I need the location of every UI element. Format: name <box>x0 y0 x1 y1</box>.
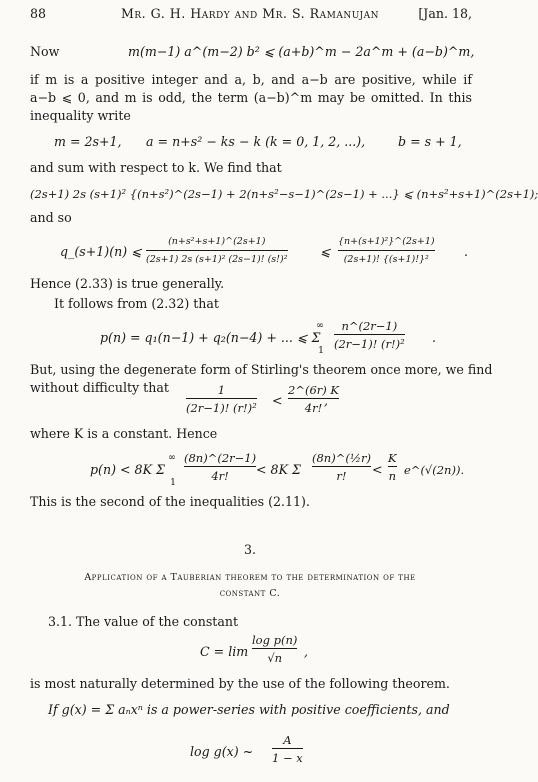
equation-c-end: , <box>304 644 309 659</box>
fraction-q-2-denominator: (2s+1)! {(s+1)!}² <box>338 250 435 268</box>
section-title-line-1: Application of a Tauberian theorem to the determination of the <box>84 572 416 583</box>
equation-hence-c: < <box>372 462 383 477</box>
equation-sum: (2s+1) 2s (s+1)² {(n+s²)^(2s−1) + 2(n+s²−s−1)^(2s−1) + ...} ⩽ (n+s²+s+1)^(2s+1); <box>30 187 538 201</box>
equation-sub-b: b = s + 1, <box>398 134 462 149</box>
paragraph-4: Hence (2.33) is true generally. <box>30 276 225 291</box>
fraction-q-2 <box>338 234 435 268</box>
fraction-p-numerator: n^(2r−1) <box>341 319 398 333</box>
fraction-g <box>272 732 303 766</box>
fraction-hence-2-denominator: r! <box>312 466 371 484</box>
fraction-p <box>334 318 405 352</box>
paragraph-6-line-2: without difficulty that <box>30 380 169 395</box>
equation-hence-sum-upper: ∞ <box>168 452 176 463</box>
equation-p-end: . <box>432 330 437 345</box>
fraction-q-1-denominator: (2s+1) 2s (s+1)² (2s−1)! (s!)² <box>146 250 288 268</box>
equation-now: m(m−1) a^(m−2) b² ⩽ (a+b)^m − 2a^m + (a−b)^m, <box>128 44 475 59</box>
paragraph-8: This is the second of the inequalities (2.11). <box>30 494 310 509</box>
equation-hence-b: < 8K Σ <box>256 462 301 477</box>
fraction-hence-1-denominator: 4r! <box>184 466 256 484</box>
equation-p-sum-upper: ∞ <box>316 320 324 331</box>
equation-q-end: . <box>464 244 469 259</box>
fraction-hence-3-denominator: n <box>388 466 397 484</box>
fraction-stirling-right-denominator: 4r! <box>288 398 339 416</box>
fraction-hence-3 <box>388 450 397 484</box>
paragraph-3: and so <box>30 210 72 225</box>
fraction-stirling-left-numerator: 1 <box>217 383 226 397</box>
paragraph-9: 3.1. The value of the constant <box>48 614 239 629</box>
equation-p-lhs: p(n) = q₁(n−1) + q₂(n−4) + ... ⩽ Σ <box>100 330 321 345</box>
fraction-hence-1 <box>184 450 256 484</box>
fraction-hence-2-numerator: (8n)^(½r) <box>312 451 371 465</box>
paragraph-1-line-2: a−b ⩽ 0, and m is odd, the term (a−b)^m may be omitted. In this <box>30 90 472 105</box>
equation-stirling-relation: < <box>272 393 283 408</box>
fraction-hence-3-numerator: K <box>388 451 397 465</box>
fraction-c-denominator: √n <box>252 648 297 666</box>
now-lead: Now <box>30 44 60 59</box>
paragraph-1-line-3: inequality write <box>30 108 131 123</box>
fraction-p-denominator: (2r−1)! (r!)² <box>334 334 405 352</box>
fraction-c <box>252 632 297 666</box>
equation-hence-a: p(n) < 8K Σ <box>90 462 165 477</box>
equation-hence-sum-lower: 1 <box>170 477 177 488</box>
paragraph-6-line-1: But, using the degenerate form of Stirling's theorem once more, we find <box>30 362 493 377</box>
section-title-line-2: constant C. <box>219 588 281 599</box>
fraction-q-1-numerator: (n+s²+s+1)^(2s+1) <box>168 236 266 247</box>
fraction-hence-1-numerator: (8n)^(2r−1) <box>184 451 257 465</box>
equation-q-lhs: q_(s+1)(n) ⩽ <box>60 244 142 259</box>
paragraph-1-line-1: if m is a positive integer and a, b, and a−b are positive, while if <box>30 72 472 87</box>
header-date: [Jan. 18, <box>418 6 472 21</box>
equation-sub-m: m = 2s+1, <box>54 134 122 149</box>
equation-sub-a: a = n+s² − ks − k (k = 0, 1, 2, ...), <box>146 134 366 149</box>
fraction-q-1 <box>146 234 288 268</box>
running-title: Mr. G. H. Hardy and Mr. S. Ramanujan <box>120 6 380 21</box>
fraction-stirling-right-numerator: 2^(6r) K <box>288 383 339 397</box>
equation-q-mid: ⩽ <box>320 244 331 259</box>
paragraph-5: It follows from (2.32) that <box>54 296 219 311</box>
equation-g-lhs: log g(x) ~ <box>190 744 254 759</box>
equation-hence-d: e^(√(2n)). <box>404 463 465 477</box>
fraction-c-numerator: log p(n) <box>252 633 298 647</box>
equation-p-sum-lower: 1 <box>318 345 325 356</box>
paragraph-11: If g(x) = Σ aₙxⁿ is a power-series with positive coefficients, and <box>48 702 450 717</box>
fraction-hence-2 <box>312 450 371 484</box>
paragraph-2: and sum with respect to k. We find that <box>30 160 282 175</box>
equation-c-lhs: C = lim <box>200 644 249 659</box>
fraction-stirling-left <box>186 382 257 416</box>
paragraph-7: where K is a constant. Hence <box>30 426 218 441</box>
paragraph-10: is most naturally determined by the use of the following theorem. <box>30 676 450 691</box>
fraction-q-2-numerator: {n+(s+1)²}^(2s+1) <box>338 236 435 247</box>
fraction-g-numerator: A <box>283 733 292 747</box>
page-number: 88 <box>30 6 47 21</box>
fraction-stirling-left-denominator: (2r−1)! (r!)² <box>186 398 257 416</box>
fraction-stirling-right <box>288 382 339 416</box>
section-number: 3. <box>243 542 257 557</box>
fraction-g-denominator: 1 − x <box>272 748 303 766</box>
equation-stirling-end: , <box>324 393 329 408</box>
